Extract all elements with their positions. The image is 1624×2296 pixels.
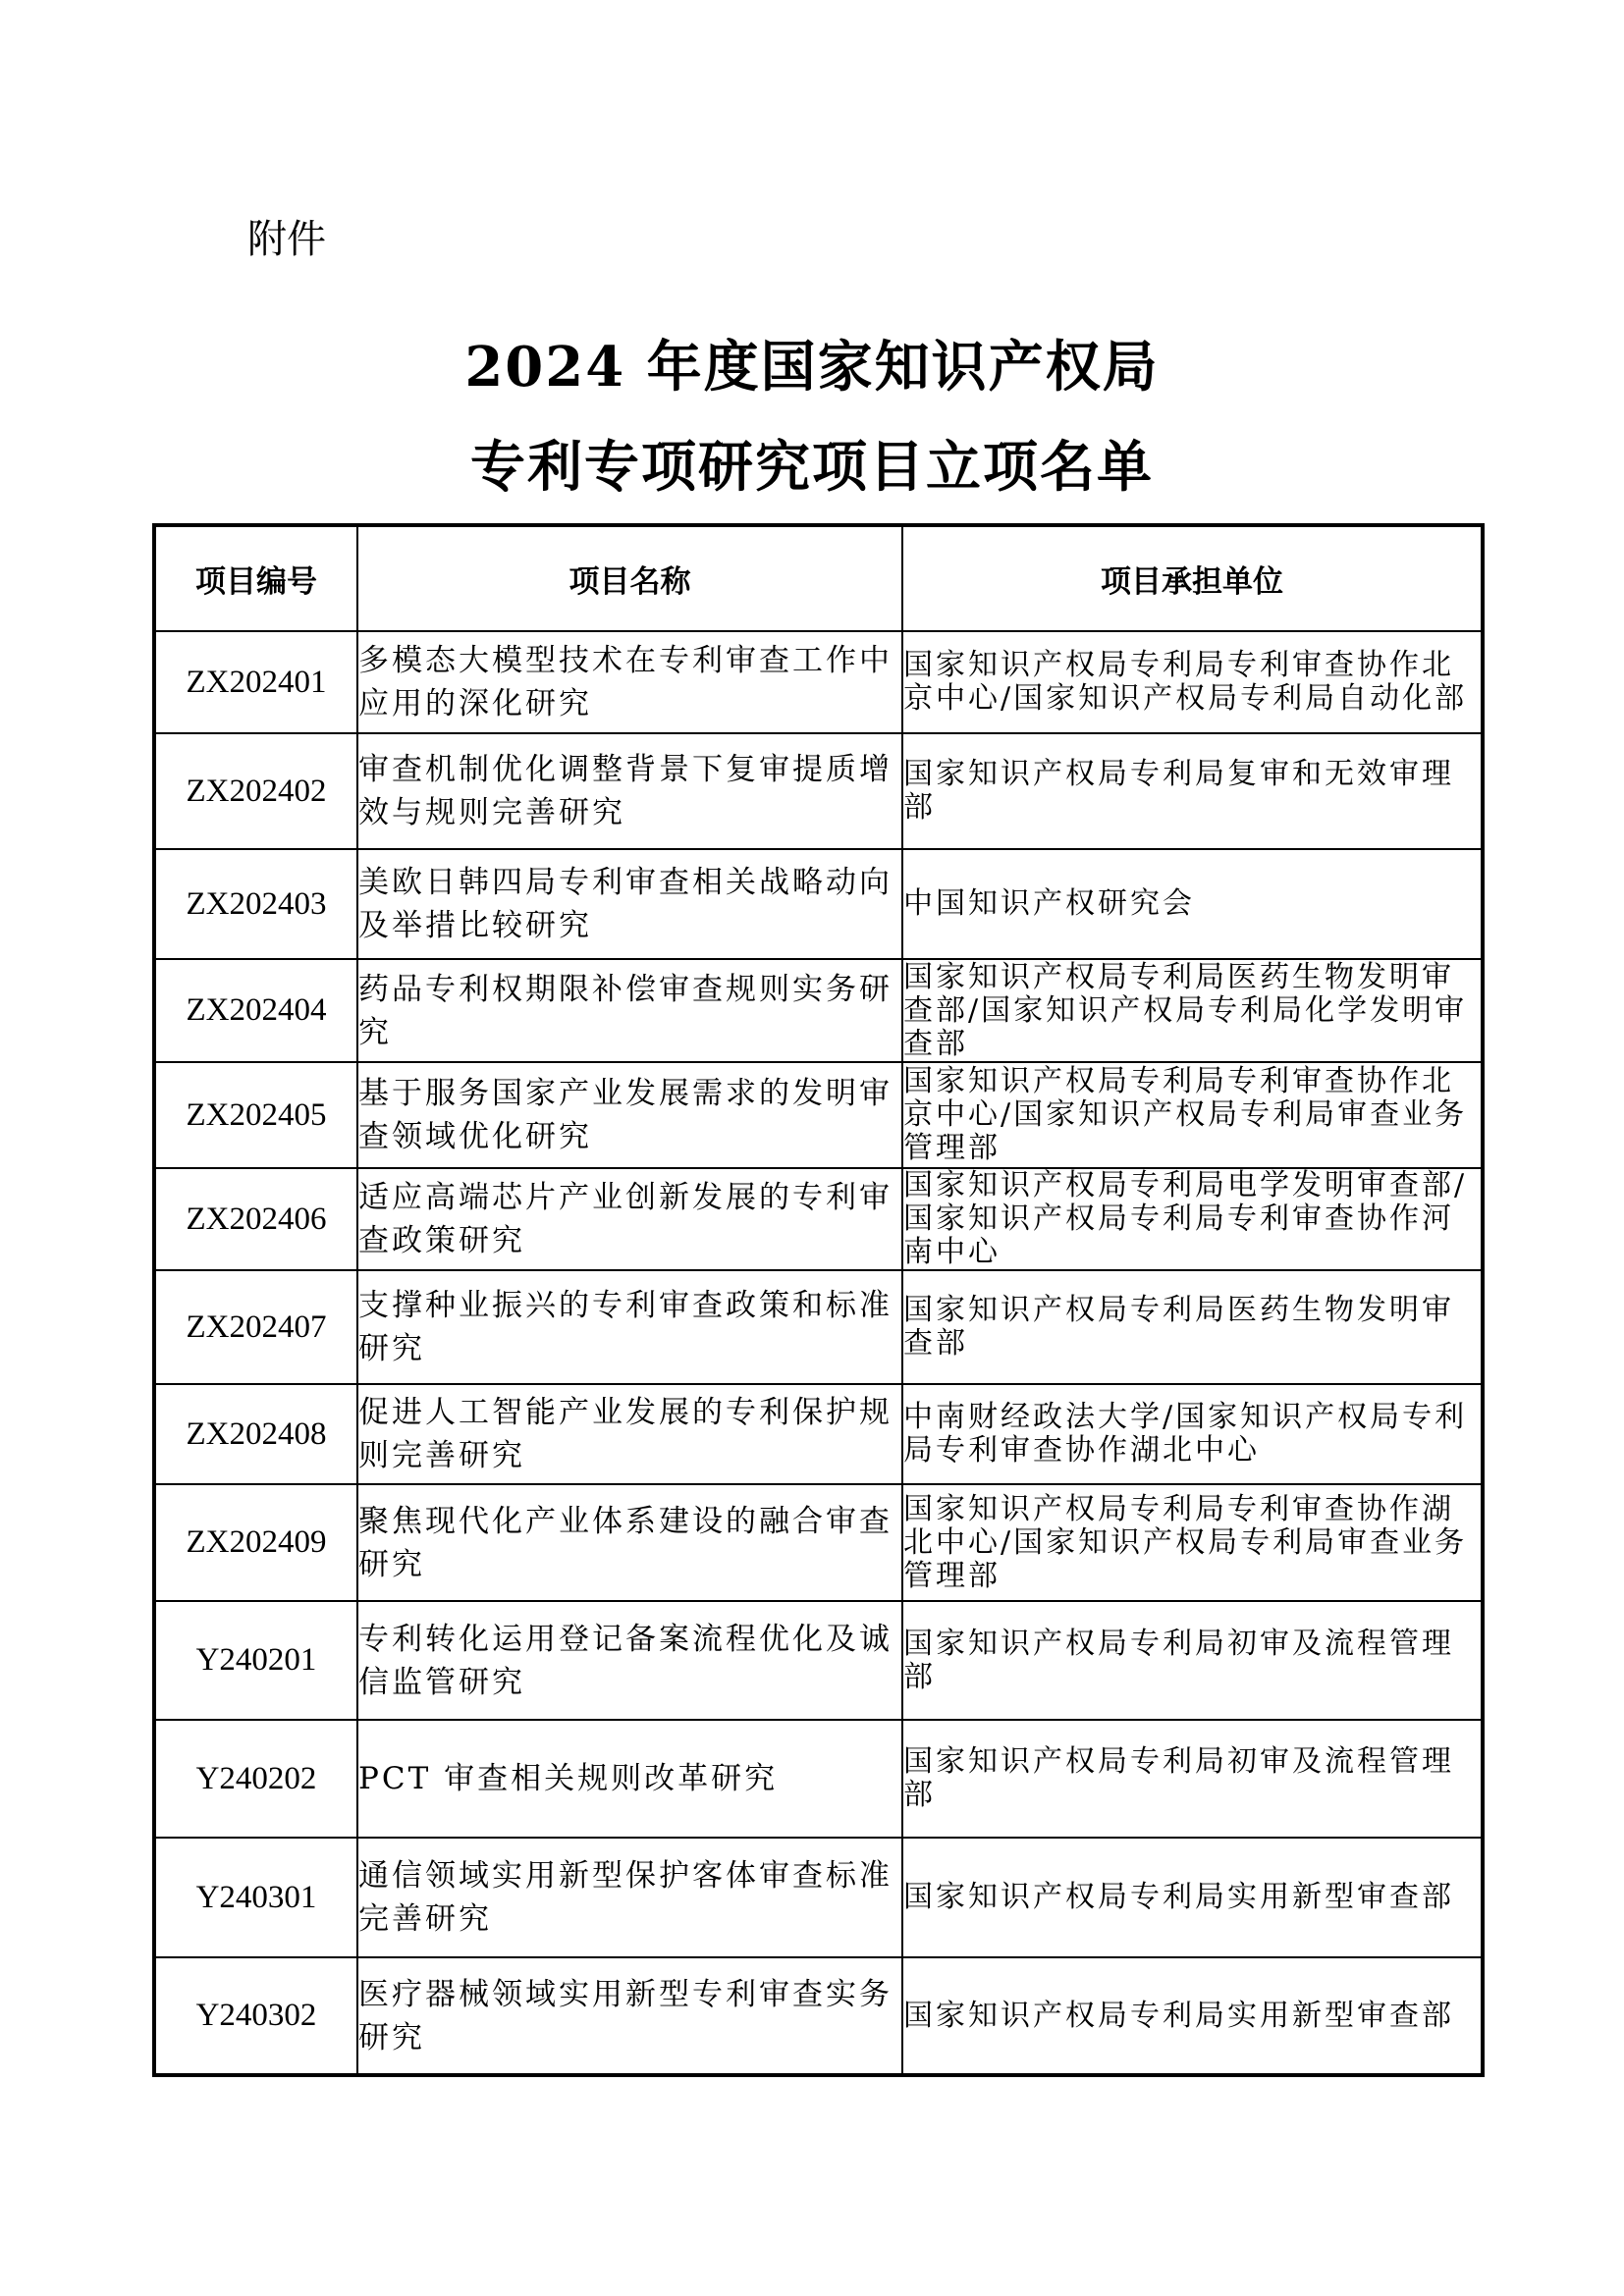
- table-row: [154, 1601, 1483, 1720]
- project-unit: 国家知识产权局专利局专利审查协作北京中心/国家知识产权局专利局审查业务管理部: [902, 1062, 1483, 1168]
- table-row: [154, 1484, 1483, 1601]
- project-unit: 国家知识产权局专利局初审及流程管理部: [902, 1601, 1483, 1720]
- project-unit: 中南财经政法大学/国家知识产权局专利局专利审查协作湖北中心: [902, 1384, 1483, 1484]
- project-code: ZX202407: [154, 1270, 357, 1384]
- project-code: Y240202: [154, 1720, 357, 1838]
- attachment-label: 附件: [247, 217, 326, 262]
- project-code: ZX202406: [154, 1168, 357, 1270]
- project-unit: 国家知识产权局专利局实用新型审查部: [902, 1838, 1483, 1957]
- project-name: 聚焦现代化产业体系建设的融合审查研究: [357, 1484, 902, 1601]
- table-row: [154, 1957, 1483, 2075]
- project-name: 多模态大模型技术在专利审查工作中应用的深化研究: [357, 631, 902, 733]
- table-row: [154, 1270, 1483, 1384]
- project-unit: 国家知识产权局专利局医药生物发明审查部/国家知识产权局专利局化学发明审查部: [902, 959, 1483, 1062]
- project-unit: 国家知识产权局专利局实用新型审查部: [902, 1957, 1483, 2075]
- project-code: ZX202404: [154, 959, 357, 1062]
- project-name: 支撑种业振兴的专利审查政策和标准研究: [357, 1270, 902, 1384]
- project-name: 专利转化运用登记备案流程优化及诚信监管研究: [357, 1601, 902, 1720]
- project-name: 审查机制优化调整背景下复审提质增效与规则完善研究: [357, 733, 902, 849]
- project-unit: 国家知识产权局专利局电学发明审查部/国家知识产权局专利局专利审查协作河南中心: [902, 1168, 1483, 1270]
- table-row: [154, 849, 1483, 959]
- project-code: ZX202409: [154, 1484, 357, 1601]
- project-unit: 国家知识产权局专利局医药生物发明审查部: [902, 1270, 1483, 1384]
- document-title-line-2: 专利专项研究项目立项名单: [470, 435, 1154, 500]
- project-code: ZX202408: [154, 1384, 357, 1484]
- project-name: 适应高端芯片产业创新发展的专利审查政策研究: [357, 1168, 902, 1270]
- header-project-code: 项目编号: [154, 525, 357, 631]
- document-title-line-1: 2024 年度国家知识产权局: [464, 335, 1160, 400]
- project-name: PCT 审查相关规则改革研究: [357, 1720, 902, 1838]
- header-project-name: 项目名称: [357, 525, 902, 631]
- table-header-row: [154, 525, 1483, 631]
- table-row: [154, 959, 1483, 1062]
- project-code: Y240201: [154, 1601, 357, 1720]
- project-code: ZX202401: [154, 631, 357, 733]
- project-list-table: [152, 523, 1485, 2077]
- project-code: ZX202403: [154, 849, 357, 959]
- project-name: 医疗器械领域实用新型专利审查实务研究: [357, 1957, 902, 2075]
- project-code: Y240301: [154, 1838, 357, 1957]
- project-name: 药品专利权期限补偿审查规则实务研究: [357, 959, 902, 1062]
- project-name: 促进人工智能产业发展的专利保护规则完善研究: [357, 1384, 902, 1484]
- project-unit: 中国知识产权研究会: [902, 849, 1483, 959]
- project-unit: 国家知识产权局专利局初审及流程管理部: [902, 1720, 1483, 1838]
- table-row: [154, 1062, 1483, 1168]
- table-row: [154, 1384, 1483, 1484]
- project-code: ZX202405: [154, 1062, 357, 1168]
- table-row: [154, 1168, 1483, 1270]
- project-code: ZX202402: [154, 733, 357, 849]
- project-unit: 国家知识产权局专利局专利审查协作北京中心/国家知识产权局专利局自动化部: [902, 631, 1483, 733]
- table-row: [154, 631, 1483, 733]
- table-row: [154, 733, 1483, 849]
- table-row: [154, 1720, 1483, 1838]
- project-name: 通信领域实用新型保护客体审查标准完善研究: [357, 1838, 902, 1957]
- project-name: 美欧日韩四局专利审查相关战略动向及举措比较研究: [357, 849, 902, 959]
- project-unit: 国家知识产权局专利局专利审查协作湖北中心/国家知识产权局专利局审查业务管理部: [902, 1484, 1483, 1601]
- project-code: Y240302: [154, 1957, 357, 2075]
- project-name: 基于服务国家产业发展需求的发明审查领域优化研究: [357, 1062, 902, 1168]
- project-unit: 国家知识产权局专利局复审和无效审理部: [902, 733, 1483, 849]
- table-row: [154, 1838, 1483, 1957]
- header-project-unit: 项目承担单位: [902, 525, 1483, 631]
